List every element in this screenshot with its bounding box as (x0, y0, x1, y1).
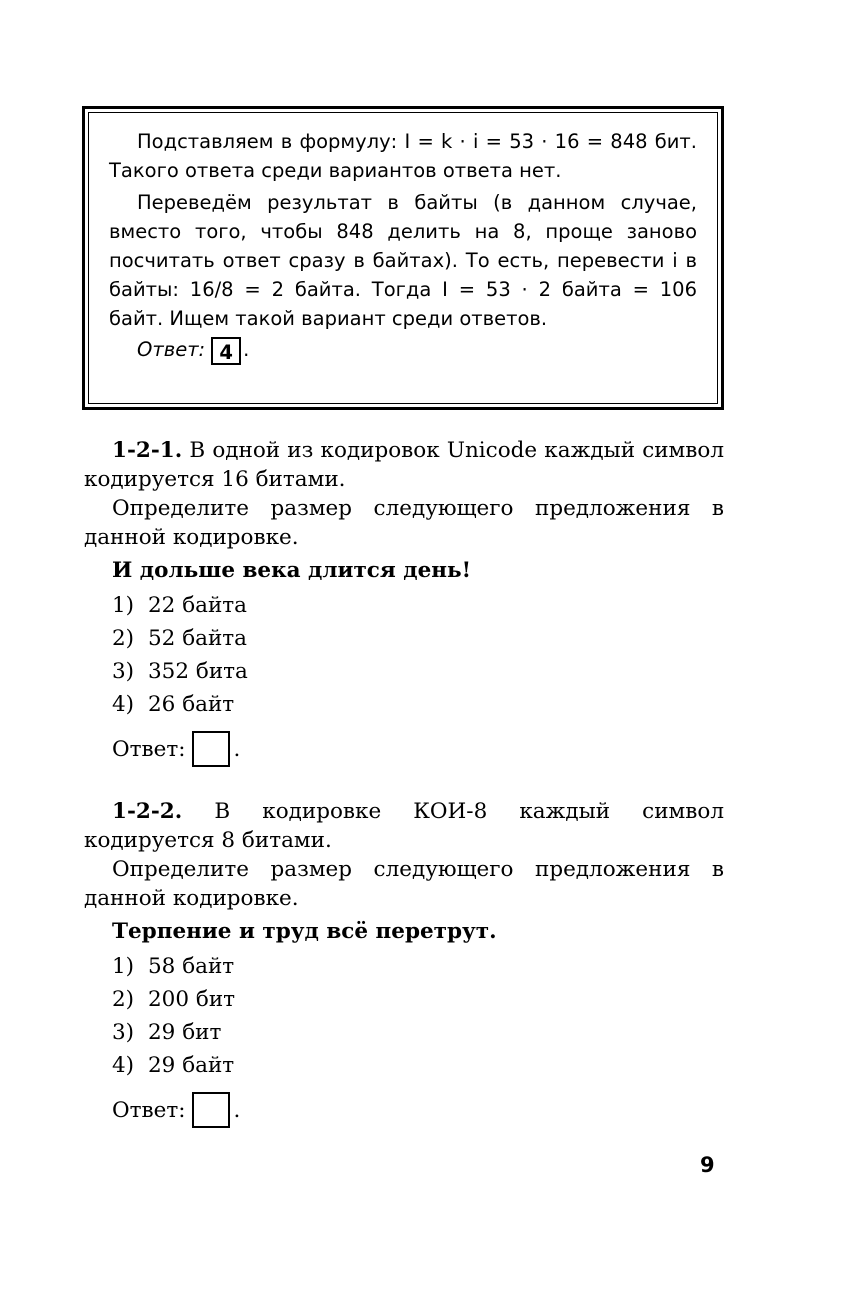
task-1-2-1-statement (84, 436, 724, 494)
option-text: 352 бита (148, 659, 248, 684)
solution-answer-period: . (243, 338, 250, 361)
task-1-2-2-statement (84, 797, 724, 855)
answer-box[interactable] (192, 1092, 230, 1128)
option-4 (112, 688, 724, 721)
task-1-2-2-sentence: Терпение и труд всё перетрут. (112, 919, 497, 944)
answer-label: Ответ: (112, 736, 186, 762)
answer-period: . (233, 1097, 241, 1123)
option-number: 1) (112, 954, 135, 979)
task-1-2-2 (84, 797, 724, 1130)
option-number: 2) (112, 626, 135, 651)
option-text: 58 байт (148, 954, 235, 979)
answer-box[interactable] (192, 731, 230, 767)
option-2 (112, 622, 724, 655)
option-text: 52 байта (148, 626, 247, 651)
solution-paragraph-1: Подставляем в формулу: I = k · i = 53 · 16 = 848 бит. Такого ответа среди вариантов ответа нет. (109, 130, 697, 182)
task-1-2-2-answer-line (84, 1090, 724, 1130)
task-1-2-2-text: В кодировке КОИ-8 каждый символ кодируется 8 битами. (84, 799, 724, 853)
option-1 (112, 950, 724, 983)
option-3 (112, 655, 724, 688)
option-text: 200 бит (148, 987, 236, 1012)
solution-content (88, 112, 718, 404)
option-number: 3) (112, 659, 135, 684)
task-1-2-1-text: В одной из кодировок Unicode каждый символ кодируется 16 битами. (84, 438, 724, 492)
option-3 (112, 1016, 724, 1049)
task-1-2-1-instruction: Определите размер следующего предложения в данной кодировке. (84, 496, 724, 550)
option-number: 2) (112, 987, 135, 1012)
task-1-2-2-instruction: Определите размер следующего предложения в данной кодировке. (84, 857, 724, 911)
option-number: 1) (112, 593, 135, 618)
option-number: 4) (112, 1053, 135, 1078)
option-number: 3) (112, 1020, 135, 1045)
task-1-2-2-options (84, 950, 724, 1082)
task-1-2-2-number: 1-2-2. (112, 799, 183, 824)
solution-answer-box: 4 (211, 337, 241, 365)
option-1 (112, 589, 724, 622)
task-1-2-1-sentence: И дольше века длится день! (112, 558, 472, 583)
option-text: 26 байт (148, 692, 235, 717)
option-text: 29 бит (148, 1020, 222, 1045)
solution-paragraph-2: Переведём результат в байты (в данном случае, вместо того, чтобы 848 делить на 8, проще заново посчитать ответ сразу в байтах). То есть, перевести i в байты: 16/8 = 2 байта. Тогда I = 53 · 2 байта = 106 байт. Ищем такой вариант среди ответов. (109, 191, 697, 330)
option-2 (112, 983, 724, 1016)
solution-box (82, 106, 724, 410)
option-number: 4) (112, 692, 135, 717)
answer-label: Ответ: (112, 1097, 186, 1123)
option-text: 29 байт (148, 1053, 235, 1078)
solution-answer-label: Ответ: (137, 338, 206, 361)
task-1-2-1-number: 1-2-1. (112, 438, 183, 463)
answer-period: . (233, 736, 241, 762)
option-4 (112, 1049, 724, 1082)
option-text: 22 байта (148, 593, 247, 618)
task-1-2-1-answer-line (84, 729, 724, 769)
page-number: 9 (700, 1153, 715, 1177)
task-1-2-1 (84, 436, 724, 769)
solution-answer-line (109, 335, 697, 365)
task-1-2-1-options (84, 589, 724, 721)
